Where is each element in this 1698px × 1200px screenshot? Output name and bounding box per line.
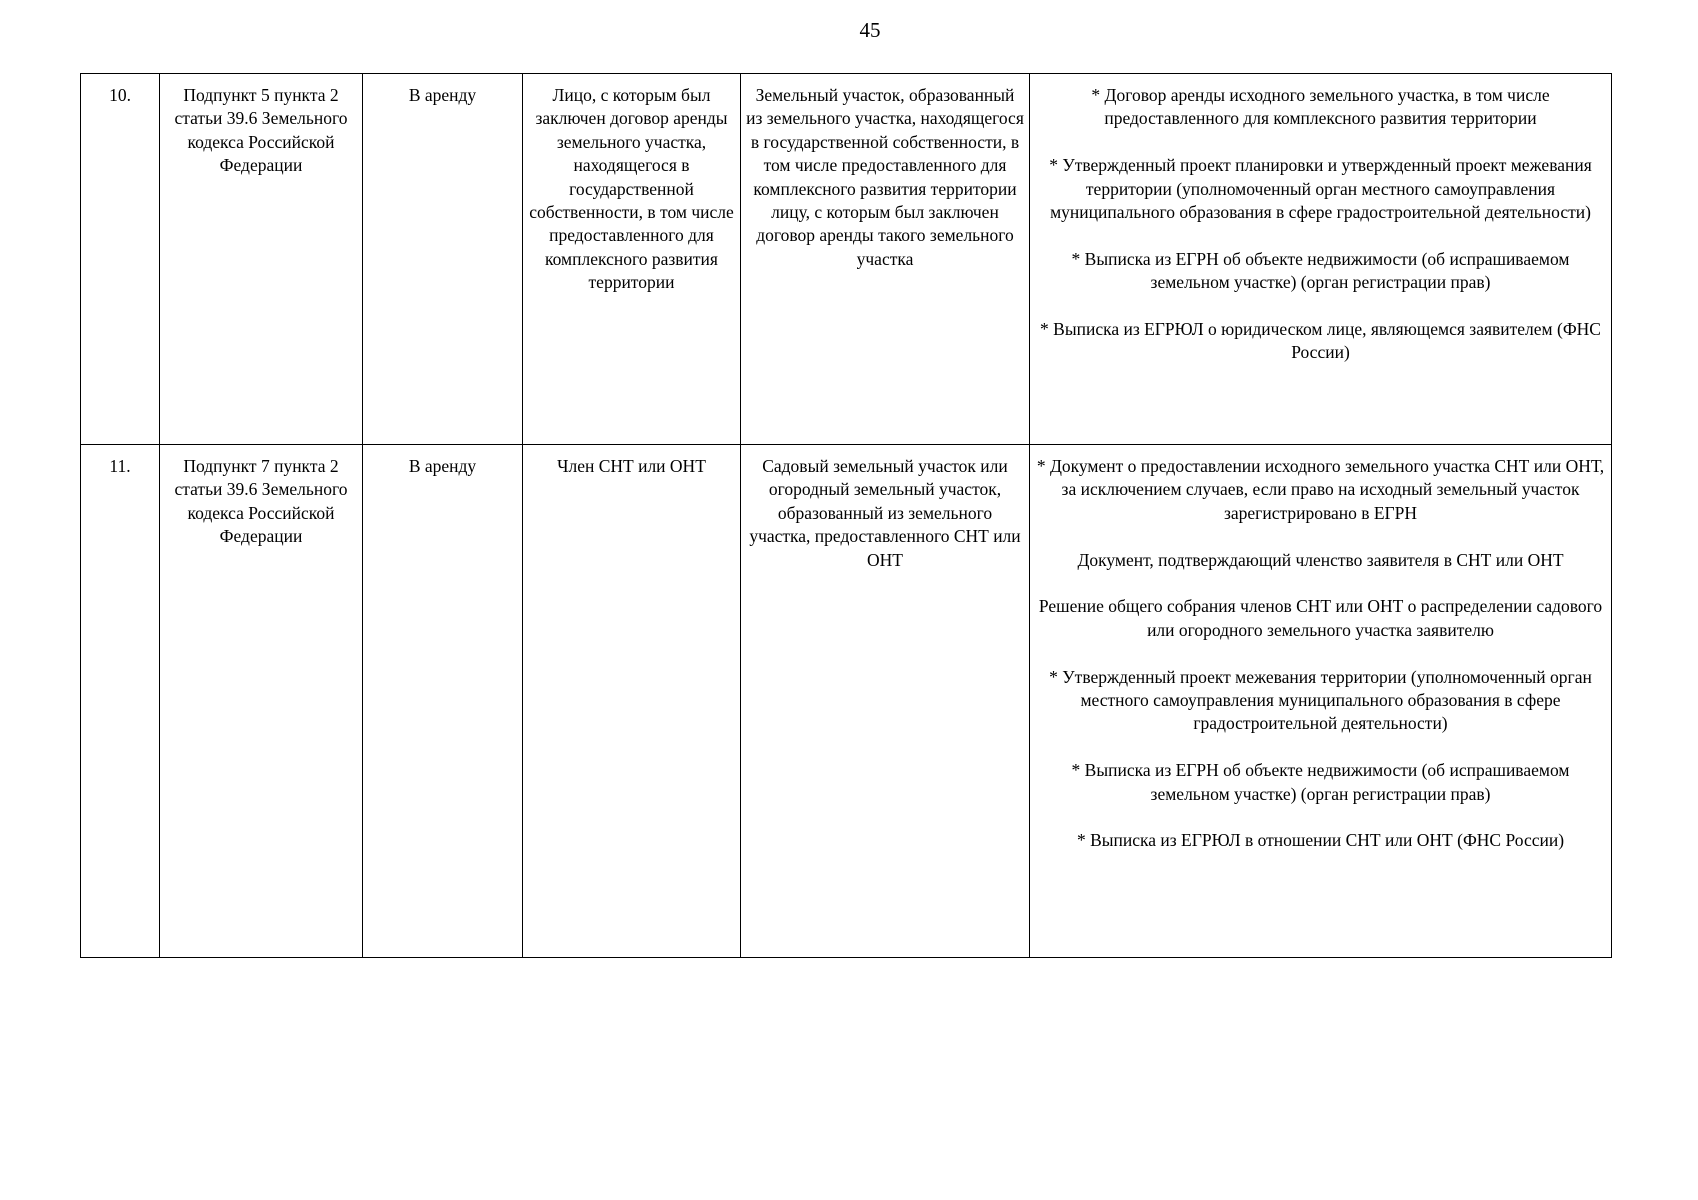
row-number-cell: 10. (81, 74, 160, 445)
table-row (81, 74, 1612, 445)
land-plot-cell: Земельный участок, образованный из земельного участка, находящегося в государственной собственности, в том числе предоставленного для комплексного развития территории лицу, с которым был заключен договор аренды такого земельного участка (741, 74, 1030, 445)
documents-cell (1030, 74, 1612, 445)
page-number: 45 (859, 18, 881, 42)
document-item: * Выписка из ЕГРН об объекте недвижимости (об испрашиваемом земельном участке) (орган регистрации прав) (1071, 248, 1570, 293)
document-item: * Утвержденный проект межевания территории (уполномоченный орган местного самоуправления муниципального образования в сфере градостроительной деятельности) (1049, 666, 1592, 734)
land-plot-cell: Садовый земельный участок или огородный земельный участок, образованный из земельного участка, предоставленного СНТ или ОНТ (741, 445, 1030, 958)
row-number-cell: 11. (81, 445, 160, 958)
document-item: * Выписка из ЕГРЮЛ о юридическом лице, являющемся заявителем (ФНС России) (1040, 319, 1601, 363)
legal-basis-cell: Подпункт 5 пункта 2 статьи 39.6 Земельного кодекса Российской Федерации (160, 74, 363, 445)
document-item: * Выписка из ЕГРН об объекте недвижимости (об испрашиваемом земельном участке) (орган регистрации прав) (1071, 760, 1570, 804)
legal-basis-cell: Подпункт 7 пункта 2 статьи 39.6 Земельного кодекса Российской Федерации (160, 445, 363, 958)
provision-form-cell: В аренду (363, 74, 523, 445)
provision-form-cell: В аренду (363, 445, 523, 958)
table-row (81, 445, 1612, 958)
documents-cell (1030, 445, 1612, 958)
services-table (80, 73, 1612, 958)
document-item: * Документ о предоставлении исходного земельного участка СНТ или ОНТ, за исключением случаев, если право на исходный земельный участок зарегистрировано в ЕГРН (1036, 456, 1605, 523)
document-item: * Договор аренды исходного земельного участка, в том числе предоставленного для комплексного развития территории (1091, 85, 1550, 129)
document-item: * Выписка из ЕГРЮЛ в отношении СНТ или ОНТ (ФНС России) (1076, 830, 1565, 851)
document-item: Документ, подтверждающий членство заявителя в СНТ или ОНТ (1077, 549, 1564, 570)
document-item: * Утвержденный проект планировки и утвержденный проект межевания территории (уполномоченный орган местного самоуправления муниципального образования в сфере градостроительной деятельности) (1049, 155, 1592, 223)
applicant-cell: Лицо, с которым был заключен договор аренды земельного участка, находящегося в государственной собственности, в том числе предоставленного для комплексного развития территории (523, 74, 741, 445)
applicant-cell: Член СНТ или ОНТ (523, 445, 741, 958)
document-item: Решение общего собрания членов СНТ или ОНТ о распределении садового или огородного земельного участка заявителю (1038, 596, 1603, 640)
